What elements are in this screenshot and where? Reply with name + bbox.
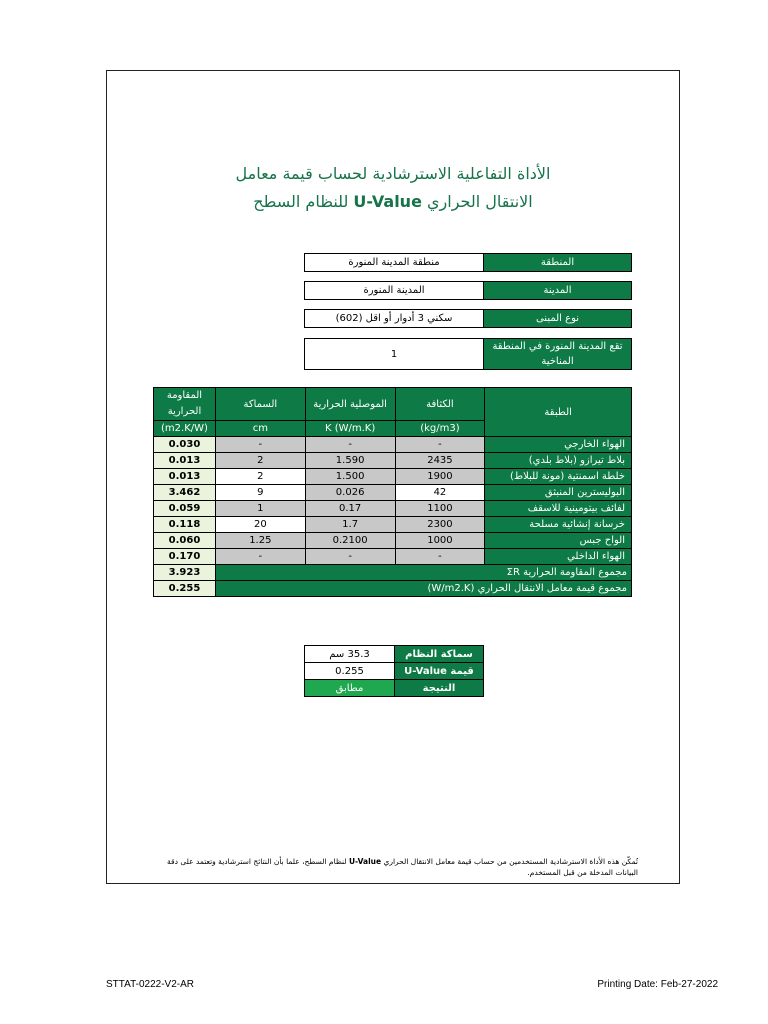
conductivity-cell: 1.500 xyxy=(305,469,395,485)
thickness-cell: 1 xyxy=(215,501,305,517)
header-layer: الطبقة xyxy=(485,388,632,437)
title-line2-pre: الانتقال الحراري xyxy=(427,192,533,211)
conductivity-cell: 0.2100 xyxy=(305,533,395,549)
note-bold: U-Value xyxy=(348,857,382,866)
thickness-cell[interactable]: 2 xyxy=(215,469,305,485)
resistance-cell: 0.030 xyxy=(154,437,216,453)
density-cell: - xyxy=(395,549,485,565)
title-line2 xyxy=(106,188,680,216)
unit-resistance: (m2.K/W) xyxy=(154,421,216,437)
climate-zone-value: 1 xyxy=(305,339,484,369)
thickness-cell[interactable]: 9 xyxy=(215,485,305,501)
layer-name-cell[interactable]: الهواء الخارجي xyxy=(485,437,632,453)
resistance-cell: 0.170 xyxy=(154,549,216,565)
density-cell: 1900 xyxy=(395,469,485,485)
table-row xyxy=(154,533,632,549)
table-row xyxy=(154,437,632,453)
thickness-cell[interactable]: 20 xyxy=(215,517,305,533)
u-value-value: 0.255 xyxy=(305,663,395,680)
note-post: لنظام السطح، علما بأن النتائج استرشادية وتعتمد على دقة البيانات المدخلة من قبل المستخدم. xyxy=(167,857,638,877)
density-cell: 2300 xyxy=(395,517,485,533)
building-type-value[interactable]: سكني 3 أدوار أو اقل (602) xyxy=(305,310,484,327)
conductivity-cell: 0.17 xyxy=(305,501,395,517)
header-conductivity: الموصلية الحرارية xyxy=(305,388,395,421)
system-thickness-label: سماكة النظام xyxy=(395,646,484,663)
sum-u-value: 0.255 xyxy=(154,581,216,597)
layer-name-cell: الهواء الداخلي xyxy=(485,549,632,565)
layer-name-cell[interactable]: لفائف بيتومينية للاسقف xyxy=(485,501,632,517)
table-row xyxy=(154,485,632,501)
resistance-cell: 0.060 xyxy=(154,533,216,549)
layer-name-cell[interactable]: خرسانة إنشائية مسلحة xyxy=(485,517,632,533)
sum-r-value: 3.923 xyxy=(154,565,216,581)
doc-code: STTAT-0222-V2-AR xyxy=(106,979,194,990)
table-header-row xyxy=(154,388,632,421)
layer-name-cell[interactable]: خلطة اسمنتية (مونة للبلاط) xyxy=(485,469,632,485)
layer-name-cell[interactable]: البوليسترين المنبثق xyxy=(485,485,632,501)
conductivity-cell: 1.7 xyxy=(305,517,395,533)
resistance-cell: 3.462 xyxy=(154,485,216,501)
city-label: المدينة xyxy=(484,282,631,299)
layers-table xyxy=(153,387,632,597)
results-table xyxy=(304,645,484,697)
disclaimer-note xyxy=(150,856,638,878)
conductivity-cell: 0.026 xyxy=(305,485,395,501)
building-type-label: نوع المبنى xyxy=(484,310,631,327)
printing-date: Printing Date: Feb-27-2022 xyxy=(597,979,718,990)
region-value[interactable]: منطقة المدينة المنورة xyxy=(305,254,484,271)
table-row xyxy=(154,469,632,485)
city-value[interactable]: المدينة المنورة xyxy=(305,282,484,299)
climate-zone-label: تقع المدينة المنورة في المنطقة المناخية xyxy=(484,339,631,369)
thickness-cell: 1.25 xyxy=(215,533,305,549)
region-row xyxy=(304,253,632,272)
layer-name-cell[interactable]: الواح جبس xyxy=(485,533,632,549)
unit-density: (kg/m3) xyxy=(395,421,485,437)
resistance-cell: 0.013 xyxy=(154,453,216,469)
thickness-cell: - xyxy=(215,437,305,453)
resistance-cell: 0.013 xyxy=(154,469,216,485)
table-row xyxy=(154,549,632,565)
density-cell: 2435 xyxy=(395,453,485,469)
u-value-label: قيمة U-Value xyxy=(395,663,484,680)
thickness-cell: - xyxy=(215,549,305,565)
table-row xyxy=(154,517,632,533)
density-cell[interactable]: 42 xyxy=(395,485,485,501)
result-row xyxy=(305,663,484,680)
layer-name-cell[interactable]: بلاط تيرازو (بلاط بلدي) xyxy=(485,453,632,469)
resistance-cell: 0.059 xyxy=(154,501,216,517)
header-thickness: السماكة xyxy=(215,388,305,421)
climate-zone-row xyxy=(304,338,632,370)
density-cell: - xyxy=(395,437,485,453)
table-row xyxy=(154,501,632,517)
conductivity-cell: - xyxy=(305,437,395,453)
title-line1: الأداة التفاعلية الاسترشادية لحساب قيمة معامل xyxy=(235,164,551,183)
title-line2-post: للنظام السطح xyxy=(253,192,349,211)
title-line2-bold: U-Value xyxy=(353,192,422,211)
header-density: الكثافة xyxy=(395,388,485,421)
sum-u-label: مجموع قيمة معامل الانتقال الحراري (W/m2.K) xyxy=(215,581,631,597)
sum-u-row xyxy=(154,581,632,597)
result-row xyxy=(305,646,484,663)
region-label: المنطقة xyxy=(484,254,631,271)
resistance-cell: 0.118 xyxy=(154,517,216,533)
conductivity-cell: 1.590 xyxy=(305,453,395,469)
page-title xyxy=(106,160,680,216)
building-type-row xyxy=(304,309,632,328)
result-label: النتيجة xyxy=(395,680,484,697)
city-row xyxy=(304,281,632,300)
result-status-badge: مطابق xyxy=(305,680,395,697)
unit-conductivity: K (W/m.K) xyxy=(305,421,395,437)
system-thickness-value: 35.3 سم xyxy=(305,646,395,663)
density-cell: 1000 xyxy=(395,533,485,549)
note-pre: تُمكّن هذه الأداة الاسترشادية المستخدمين من حساب قيمة معامل الانتقال الحراري xyxy=(383,857,638,866)
thickness-cell: 2 xyxy=(215,453,305,469)
density-cell: 1100 xyxy=(395,501,485,517)
sum-r-label: مجموع المقاومة الحرارية ΣR xyxy=(215,565,631,581)
result-row xyxy=(305,680,484,697)
unit-thickness: cm xyxy=(215,421,305,437)
header-resistance: المقاومة الحرارية xyxy=(154,388,216,421)
conductivity-cell: - xyxy=(305,549,395,565)
sum-r-row xyxy=(154,565,632,581)
table-row xyxy=(154,453,632,469)
